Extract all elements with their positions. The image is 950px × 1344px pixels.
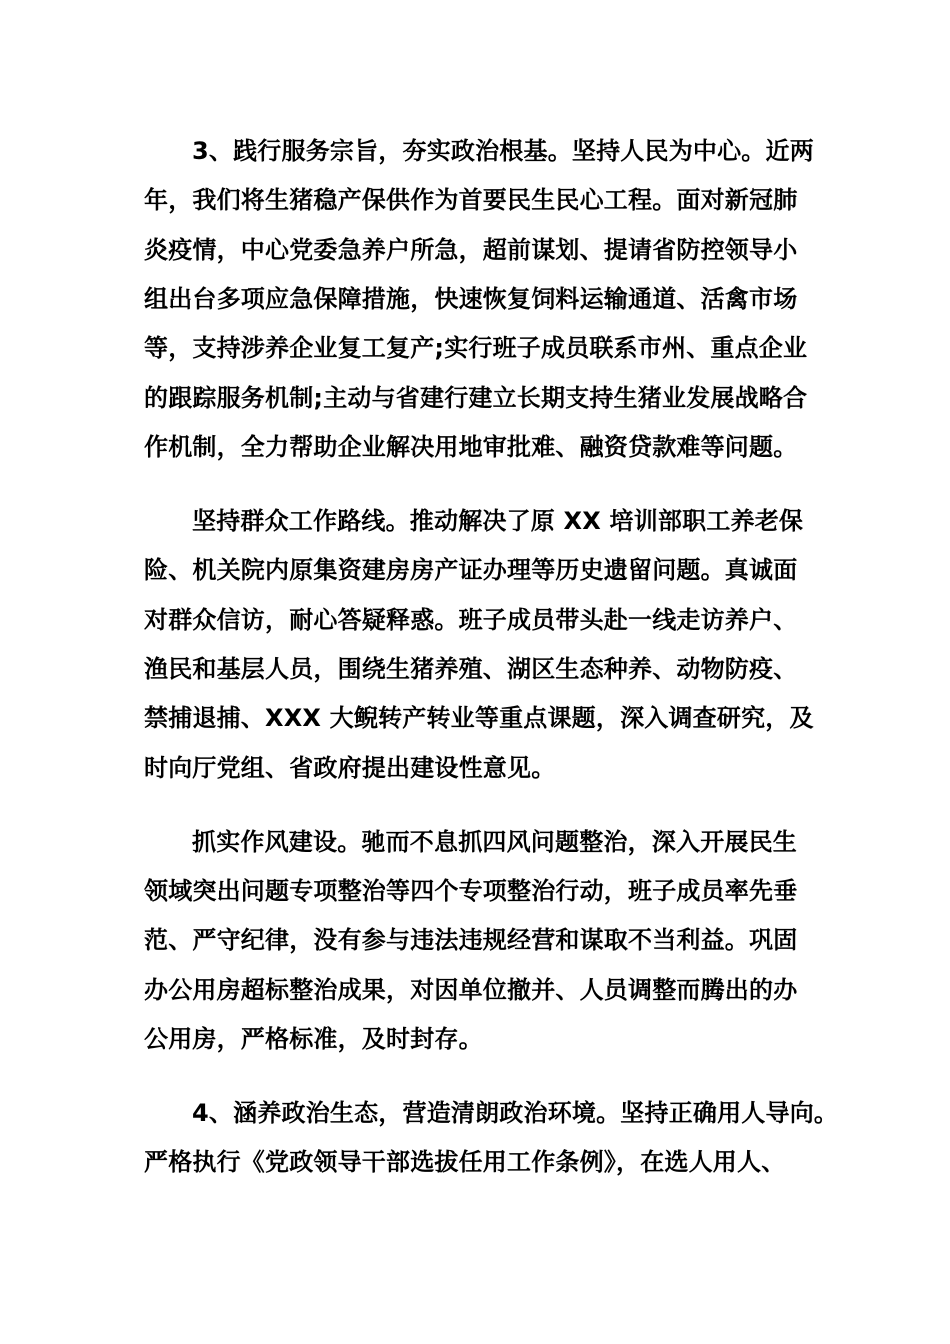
- paragraph-style-line-3: 范、严守纪律，没有参与违法违规经营和谋取不当利益。巩固: [144, 926, 798, 954]
- paragraph-3-line-7: 作机制，全力帮助企业解决用地审批难、融资贷款难等问题。: [144, 433, 798, 461]
- paragraph-mass-line-3: 对群众信访，耐心答疑释惑。班子成员带头赴一线走访养户、: [144, 606, 798, 634]
- paragraph-style-line-5: 公用房，严格标准，及时封存。: [144, 1025, 483, 1053]
- paragraph-mass-line-2: 险、机关院内原集资建房房产证办理等历史遗留问题。真诚面: [144, 556, 798, 584]
- paragraph-style-line-4: 办公用房超标整治成果，对因单位撤并、人员调整而腾出的办: [144, 976, 798, 1004]
- paragraph-3-line-1: 3、践行服务宗旨，夯实政治根基。坚持人民为中心。近两: [192, 137, 814, 165]
- paragraph-4-line-1: 4、涵养政治生态，营造清朗政治环境。坚持正确用人导向。: [192, 1099, 839, 1127]
- paragraph-mass-line-6: 时向厅党组、省政府提出建设性意见。: [144, 754, 556, 782]
- paragraph-3-line-2: 年，我们将生猪稳产保供作为首要民生民心工程。面对新冠肺: [144, 186, 798, 214]
- paragraph-mass-line-5: 禁捕退捕、XXX 大鲵转产转业等重点课题，深入调查研究，及: [144, 704, 814, 732]
- paragraph-3-line-6: 的跟踪服务机制;主动与省建行建立长期支持生猪业发展战略合: [144, 384, 808, 412]
- paragraph-3-line-4: 组出台多项应急保障措施，快速恢复饲料运输通道、活禽市场: [144, 285, 798, 313]
- paragraph-style-line-1: 抓实作风建设。驰而不息抓四风问题整治，深入开展民生: [192, 828, 797, 856]
- paragraph-mass-line-1: 坚持群众工作路线。推动解决了原 XX 培训部职工养老保: [192, 507, 804, 535]
- paragraph-3-line-5: 等，支持涉养企业复工复产;实行班子成员联系市州、重点企业: [144, 334, 808, 362]
- paragraph-4-line-2: 严格执行《党政领导干部选拔任用工作条例》，在选人用人、: [144, 1148, 786, 1176]
- paragraph-3-line-3: 炎疫情，中心党委急养户所急，超前谋划、提请省防控领导小: [144, 236, 798, 264]
- paragraph-style-line-2: 领域突出问题专项整治等四个专项整治行动，班子成员率先垂: [144, 877, 798, 905]
- paragraph-mass-line-4: 渔民和基层人员，围绕生猪养殖、湖区生态种养、动物防疫、: [144, 655, 798, 683]
